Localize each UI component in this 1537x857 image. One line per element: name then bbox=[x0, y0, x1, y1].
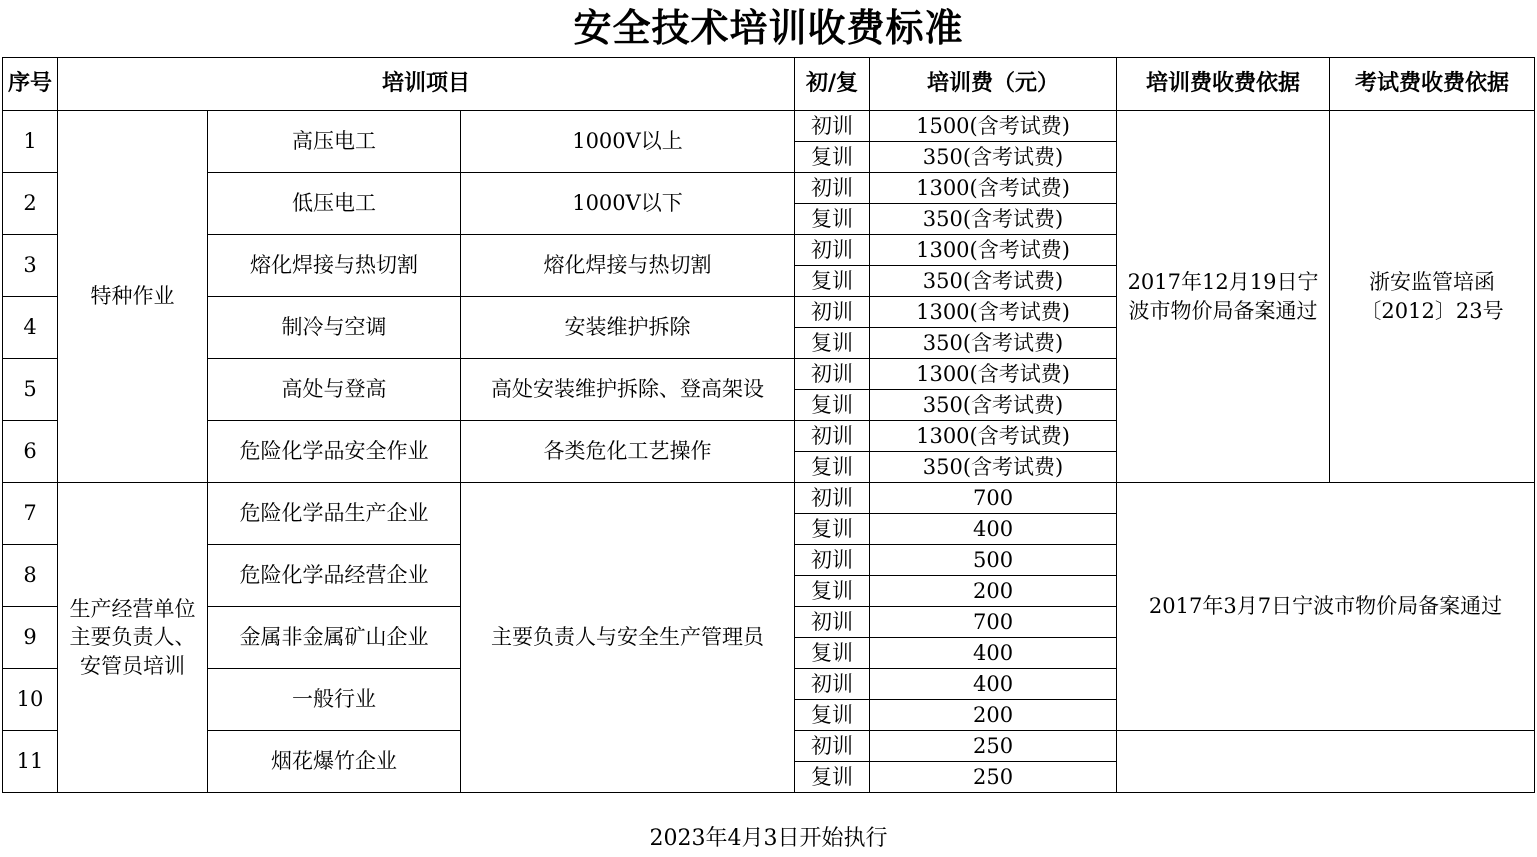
type-refresher: 复训 bbox=[795, 390, 870, 421]
fee-refresher: 350(含考试费) bbox=[870, 452, 1117, 483]
item-name: 高处与登高 bbox=[208, 359, 461, 421]
type-initial: 初训 bbox=[795, 297, 870, 328]
effective-date: 2023年4月3日开始执行 bbox=[649, 826, 888, 851]
table-row bbox=[3, 483, 1535, 514]
item-name: 高压电工 bbox=[208, 111, 461, 173]
type-initial: 初训 bbox=[795, 359, 870, 390]
item-detail: 高处安装维护拆除、登高架设 bbox=[461, 359, 795, 421]
type-refresher: 复训 bbox=[795, 266, 870, 297]
type-refresher: 复训 bbox=[795, 328, 870, 359]
type-refresher: 复训 bbox=[795, 204, 870, 235]
fee-initial: 1300(含考试费) bbox=[870, 235, 1117, 266]
row-number: 6 bbox=[3, 421, 58, 483]
item-name: 金属非金属矿山企业 bbox=[208, 607, 461, 669]
fee-initial: 500 bbox=[870, 545, 1117, 576]
table-row bbox=[3, 111, 1535, 142]
fee-refresher: 350(含考试费) bbox=[870, 142, 1117, 173]
fee-refresher: 350(含考试费) bbox=[870, 328, 1117, 359]
fee-refresher: 200 bbox=[870, 700, 1117, 731]
type-refresher: 复训 bbox=[795, 762, 870, 793]
row-number: 3 bbox=[3, 235, 58, 297]
fee-initial: 700 bbox=[870, 483, 1117, 514]
fee-initial: 1300(含考试费) bbox=[870, 297, 1117, 328]
fee-refresher: 250 bbox=[870, 762, 1117, 793]
fee-basis-managers: 2017年3月7日宁波市物价局备案通过 bbox=[1117, 483, 1535, 731]
table-header-row bbox=[3, 58, 1535, 111]
header-exam-basis: 考试费收费依据 bbox=[1330, 58, 1535, 111]
type-initial: 初训 bbox=[795, 607, 870, 638]
type-initial: 初训 bbox=[795, 111, 870, 142]
fee-initial: 1300(含考试费) bbox=[870, 173, 1117, 204]
row-number: 7 bbox=[3, 483, 58, 545]
type-initial: 初训 bbox=[795, 483, 870, 514]
type-refresher: 复训 bbox=[795, 638, 870, 669]
type-refresher: 复训 bbox=[795, 700, 870, 731]
row-number: 8 bbox=[3, 545, 58, 607]
type-initial: 初训 bbox=[795, 173, 870, 204]
type-refresher: 复训 bbox=[795, 452, 870, 483]
type-refresher: 复训 bbox=[795, 576, 870, 607]
page-title: 安全技术培训收费标准 bbox=[573, 5, 964, 50]
type-initial: 初训 bbox=[795, 669, 870, 700]
item-detail: 主要负责人与安全生产管理员 bbox=[461, 483, 795, 793]
item-detail: 各类危化工艺操作 bbox=[461, 421, 795, 483]
type-refresher: 复训 bbox=[795, 514, 870, 545]
fee-initial: 700 bbox=[870, 607, 1117, 638]
type-initial: 初训 bbox=[795, 235, 870, 266]
type-initial: 初训 bbox=[795, 731, 870, 762]
header-item: 培训项目 bbox=[58, 58, 795, 111]
header-type: 初/复 bbox=[795, 58, 870, 111]
item-detail: 1000V以上 bbox=[461, 111, 795, 173]
item-name: 熔化焊接与热切割 bbox=[208, 235, 461, 297]
row-number: 11 bbox=[3, 731, 58, 793]
group-special: 特种作业 bbox=[58, 111, 208, 483]
item-name: 制冷与空调 bbox=[208, 297, 461, 359]
item-name: 烟花爆竹企业 bbox=[208, 731, 461, 793]
fee-initial: 250 bbox=[870, 731, 1117, 762]
fee-refresher: 200 bbox=[870, 576, 1117, 607]
row-number: 5 bbox=[3, 359, 58, 421]
item-name: 危险化学品经营企业 bbox=[208, 545, 461, 607]
item-detail: 1000V以下 bbox=[461, 173, 795, 235]
fee-initial: 1300(含考试费) bbox=[870, 421, 1117, 452]
group-managers: 生产经营单位主要负责人、安管员培训 bbox=[58, 483, 208, 793]
item-name: 危险化学品安全作业 bbox=[208, 421, 461, 483]
fee-refresher: 350(含考试费) bbox=[870, 266, 1117, 297]
fee-initial: 1300(含考试费) bbox=[870, 359, 1117, 390]
fee-refresher: 350(含考试费) bbox=[870, 204, 1117, 235]
fee-refresher: 400 bbox=[870, 514, 1117, 545]
header-fee: 培训费（元） bbox=[870, 58, 1117, 111]
type-initial: 初训 bbox=[795, 421, 870, 452]
type-refresher: 复训 bbox=[795, 142, 870, 173]
exam-basis-special: 浙安监管培函〔2012〕23号 bbox=[1330, 111, 1535, 483]
fee-refresher: 400 bbox=[870, 638, 1117, 669]
header-seq: 序号 bbox=[3, 58, 58, 111]
row-number: 10 bbox=[3, 669, 58, 731]
item-detail: 安装维护拆除 bbox=[461, 297, 795, 359]
row-number: 1 bbox=[3, 111, 58, 173]
fee-initial: 1500(含考试费) bbox=[870, 111, 1117, 142]
fee-initial: 400 bbox=[870, 669, 1117, 700]
header-fee-basis: 培训费收费依据 bbox=[1117, 58, 1330, 111]
fee-refresher: 350(含考试费) bbox=[870, 390, 1117, 421]
item-name: 危险化学品生产企业 bbox=[208, 483, 461, 545]
item-detail: 熔化焊接与热切割 bbox=[461, 235, 795, 297]
item-name: 一般行业 bbox=[208, 669, 461, 731]
row-number: 9 bbox=[3, 607, 58, 669]
row-number: 4 bbox=[3, 297, 58, 359]
empty-basis-cell bbox=[1117, 731, 1535, 793]
type-initial: 初训 bbox=[795, 545, 870, 576]
row-number: 2 bbox=[3, 173, 58, 235]
fee-table bbox=[2, 57, 1535, 793]
fee-basis-special: 2017年12月19日宁波市物价局备案通过 bbox=[1117, 111, 1330, 483]
item-name: 低压电工 bbox=[208, 173, 461, 235]
